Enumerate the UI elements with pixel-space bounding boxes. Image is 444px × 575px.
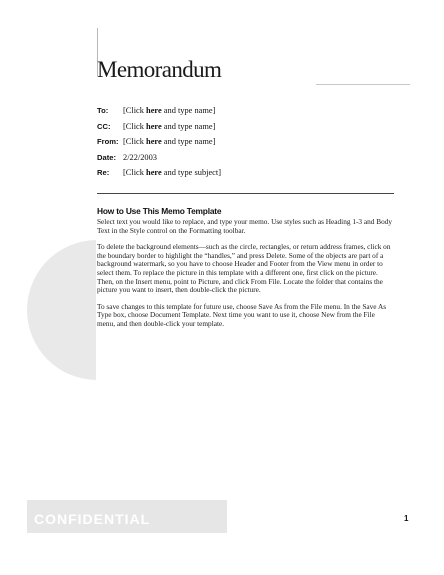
field-label: Re:	[97, 168, 110, 177]
page-number: 1	[404, 514, 409, 523]
field-value-re[interactable]: [Click here and type subject]	[123, 168, 222, 177]
field-value-date[interactable]: 2/22/2003	[123, 152, 157, 162]
field-label: From:	[97, 137, 119, 146]
field-value-from[interactable]: [Click here and type name]	[123, 137, 216, 146]
field-label: Date:	[97, 152, 116, 162]
field-re	[97, 168, 221, 184]
body-paragraph: To save changes to this template for future use, choose Save As from the File menu. In the Save As Type box, choose Document Template. Next time you want to use it, choose New from the File menu, and then double-click your template.	[97, 301, 387, 328]
field-value-to[interactable]: [Click here and type name]	[123, 106, 216, 115]
memo-body	[97, 207, 394, 337]
memo-fields	[97, 106, 221, 184]
field-from	[97, 137, 221, 153]
field-value-cc[interactable]: [Click here and type name]	[123, 121, 216, 131]
body-heading: How to Use This Memo Template	[97, 206, 222, 216]
memo-title: Memorandum	[97, 57, 222, 82]
body-paragraph: To delete the background elements—such as the circle, rectangles, or return address frames, click on the boundary border to highlight the “handles,” and press Delete. Some of the objects are part of a background watermark, so you have to choose Header and Footer from the View menu in order to select them. To replace the picture in this template with a different one, first click on the picture. Then, on the Insert menu, point to Picture, and click From File. Locate the folder that contains the picture you want to insert, then double-click the picture.	[97, 242, 391, 295]
body-paragraph: Select text you would like to replace, and type your memo. Use styles such as Heading 1-3 and Body Text in the Style control on the Formatting toolbar.	[97, 216, 393, 235]
field-label: CC:	[97, 121, 111, 131]
header-divider	[97, 193, 394, 194]
field-to	[97, 106, 221, 122]
top-right-rule	[316, 84, 410, 85]
field-label: To:	[97, 106, 109, 115]
field-date	[97, 153, 221, 169]
confidential-watermark: CONFIDENTIAL	[34, 511, 151, 527]
field-cc	[97, 122, 221, 138]
